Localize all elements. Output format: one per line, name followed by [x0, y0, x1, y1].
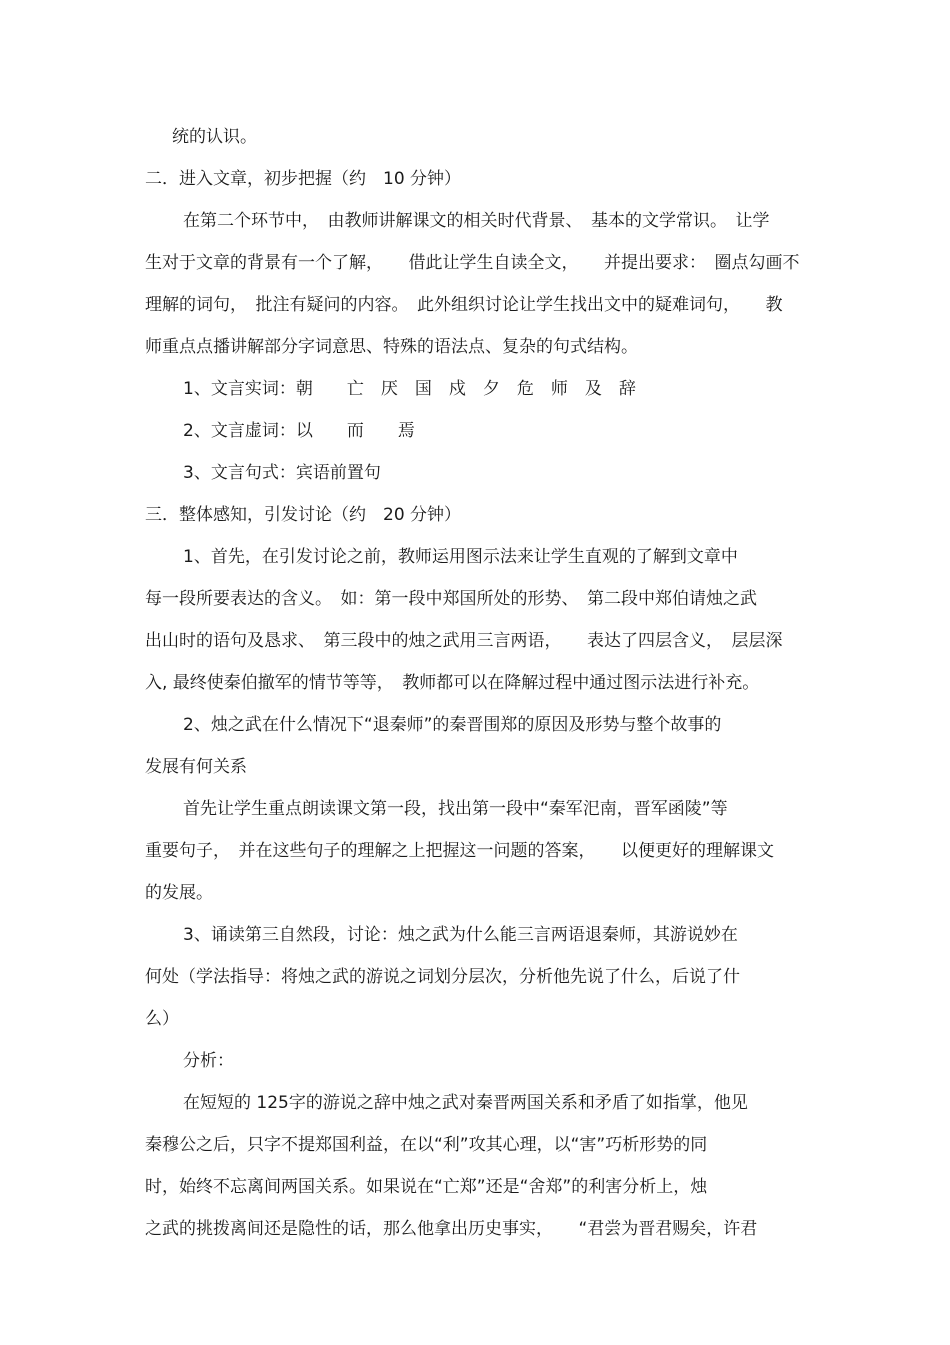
text-line: 之武的挑拨离间还是隐性的话，那么他拿出历史事实， “君尝为晋君赐矣，许君: [145, 1219, 758, 1239]
text-line: 秦穆公之后，只字不提郑国利益，在以“利”攻其心理，以“害”巧析形势的同: [145, 1135, 708, 1155]
text-line: 何处（学法指导：将烛之武的游说之词划分层次，分析他先说了什么，后说了什: [145, 967, 740, 987]
text-line: 的发展。: [145, 883, 213, 903]
text-line: 1、首先，在引发讨论之前，教师运用图示法来让学生直观的了解到文章中: [183, 547, 738, 567]
list-item: 2、文言虚词：以 而 焉: [183, 421, 415, 441]
list-item: 1、文言实词：朝 亡 厌 国 戍 夕 危 师 及 辞: [183, 379, 636, 399]
text-line: 出山时的语句及恳求、 第三段中的烛之武用三言两语， 表达了四层含义， 层层深: [145, 631, 783, 651]
section-heading: 二．进入文章，初步把握（约 10 分钟）: [145, 169, 462, 189]
text-line: 入, 最终使秦伯撤军的情节等等， 教师都可以在降解过程中通过图示法进行补充。: [145, 673, 760, 693]
list-item: 3、文言句式：宾语前置句: [183, 463, 381, 483]
text-line: 时，始终不忘离间两国关系。如果说在“亡郑”还是“舍郑”的利害分析上，烛: [145, 1177, 708, 1197]
text-line: 理解的词句， 批注有疑问的内容。 此外组织讨论让学生找出文中的疑难词句， 教: [145, 295, 783, 315]
text-line: 3、诵读第三自然段，讨论：烛之武为什么能三言两语退秦师，其游说妙在: [183, 925, 738, 945]
text-line: 首先让学生重点朗读课文第一段，找出第一段中“秦军汜南，晋军函陵”等: [183, 799, 728, 819]
text-line: 重要句子， 并在这些句子的理解之上把握这一问题的答案， 以便更好的理解课文: [145, 841, 774, 861]
text-line: 分析：: [183, 1051, 234, 1071]
text-line: 统的认识。: [172, 127, 257, 147]
text-line: 2、烛之武在什么情况下“退秦师”的秦晋围郑的原因及形势与整个故事的: [183, 715, 722, 735]
text-line: 在短短的 125字的游说之辞中烛之武对秦晋两国关系和矛盾了如指掌，他见: [183, 1093, 748, 1113]
text-line: 每一段所要表达的含义。 如：第一段中郑国所处的形势、 第二段中郑伯请烛之武: [145, 589, 757, 609]
text-line: 么）: [145, 1009, 179, 1029]
section-heading: 三．整体感知，引发讨论（约 20 分钟）: [145, 505, 462, 525]
text-line: 生对于文章的背景有一个了解， 借此让学生自读全文， 并提出要求： 圈点勾画不: [145, 253, 800, 273]
text-line: 在第二个环节中， 由教师讲解课文的相关时代背景、 基本的文学常识。 让学: [183, 211, 770, 231]
text-line: 发展有何关系: [145, 757, 247, 777]
text-line: 师重点点播讲解部分字词意思、特殊的语法点、复杂的句式结构。: [145, 337, 638, 357]
